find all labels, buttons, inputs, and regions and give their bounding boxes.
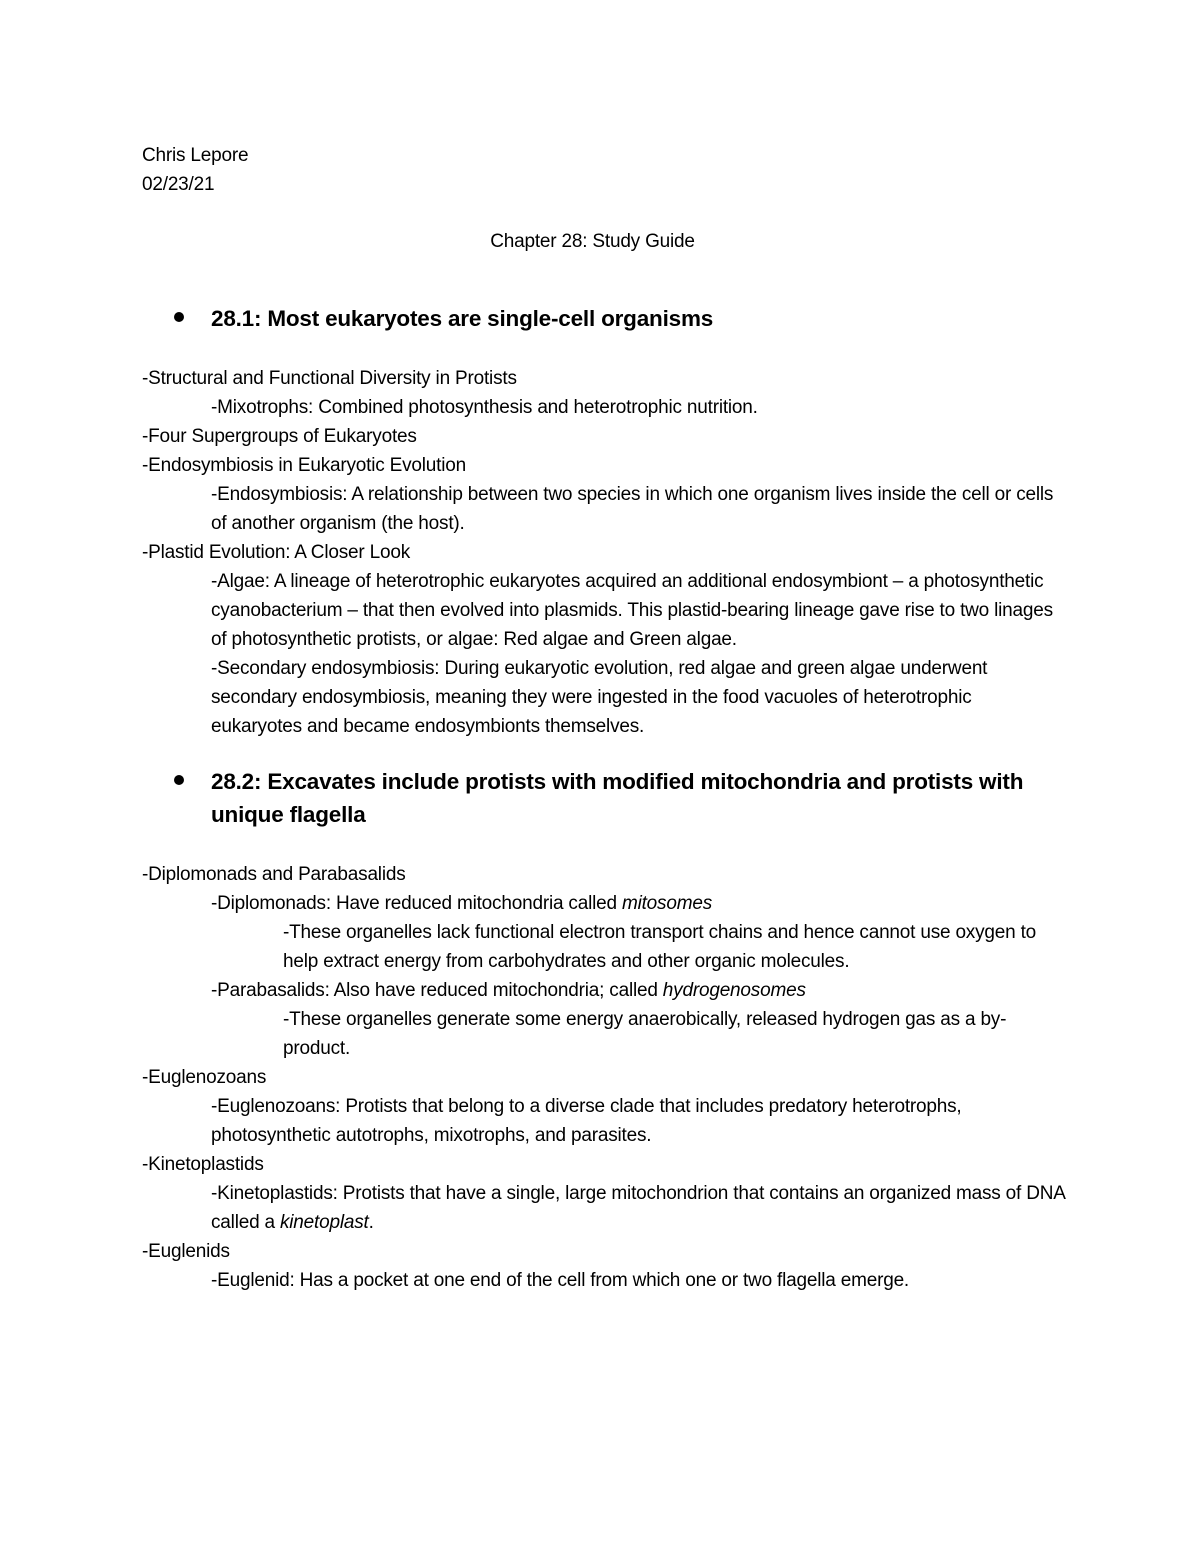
section-heading-28-2 <box>142 765 1067 831</box>
definition-suffix: . <box>368 1212 374 1233</box>
list-item: -These organelles generate some energy anaerobically, released hydrogen gas as a by-product. <box>283 1009 1007 1059</box>
definition-text: -Parabasalids: Also have reduced mitochondria; called <box>211 980 663 1001</box>
document-date: 02/23/21 <box>142 174 215 195</box>
list-item <box>142 976 1067 1005</box>
document-body <box>142 141 1067 1295</box>
definition-text: -Diplomonads: Have reduced mitochondria called <box>211 893 622 914</box>
document-title: Chapter 28: Study Guide <box>490 231 695 252</box>
section-heading-28-1 <box>142 302 1067 335</box>
bullet-icon <box>174 775 184 785</box>
list-item: -Four Supergroups of Eukaryotes <box>142 426 417 447</box>
list-item: -Structural and Functional Diversity in Protists <box>142 368 517 389</box>
list-item: -Kinetoplastids <box>142 1154 264 1175</box>
list-item: -Endosymbiosis in Eukaryotic Evolution <box>142 455 466 476</box>
list-item: -Euglenid: Has a pocket at one end of the cell from which one or two flagella emerge. <box>211 1270 910 1291</box>
list-item: -Plastid Evolution: A Closer Look <box>142 542 410 563</box>
author-name: Chris Lepore <box>142 145 249 166</box>
list-item <box>142 889 1067 918</box>
section-heading-text: 28.1: Most eukaryotes are single-cell organisms <box>211 306 714 331</box>
list-item: -Endosymbiosis: A relationship between two species in which one organism lives inside the cell or cells of another organism (the host). <box>211 484 1054 534</box>
list-item: -Euglenozoans: Protists that belong to a diverse clade that includes predatory heterotrophs, photosynthetic autotrophs, mixotrophs, and parasites. <box>211 1096 962 1146</box>
bullet-icon <box>174 312 184 322</box>
term-italic: mitosomes <box>621 893 712 914</box>
list-item <box>142 1179 1067 1237</box>
list-item: -These organelles lack functional electron transport chains and hence cannot use oxygen to help extract energy from carbohydrates and other organic molecules. <box>283 922 1037 972</box>
list-item: -Euglenozoans <box>142 1067 267 1088</box>
term-italic: hydrogenosomes <box>662 980 806 1001</box>
list-item: -Diplomonads and Parabasalids <box>142 864 406 885</box>
list-item: -Mixotrophs: Combined photosynthesis and heterotrophic nutrition. <box>211 397 758 418</box>
section-heading-text: 28.2: Excavates include protists with modified mitochondria and protists with unique flagella <box>211 769 1024 827</box>
list-item: -Algae: A lineage of heterotrophic eukaryotes acquired an additional endosymbiont – a photosynthetic cyanobacterium – that then evolved into plasmids. This plastid-bearing lineage gave rise to two linages of photosynthetic protists, or algae: Red algae and Green algae. <box>211 571 1053 650</box>
definition-text: -Kinetoplastids: Protists that have a single, large mitochondrion that contains an organized mass of DNA called a <box>211 1183 1065 1233</box>
list-item: -Euglenids <box>142 1241 230 1262</box>
term-italic: kinetoplast <box>279 1212 369 1233</box>
list-item: -Secondary endosymbiosis: During eukaryotic evolution, red algae and green algae underwent secondary endosymbiosis, meaning they were ingested in the food vacuoles of heterotrophic eukaryotes and became endosymbionts themselves. <box>211 658 988 737</box>
